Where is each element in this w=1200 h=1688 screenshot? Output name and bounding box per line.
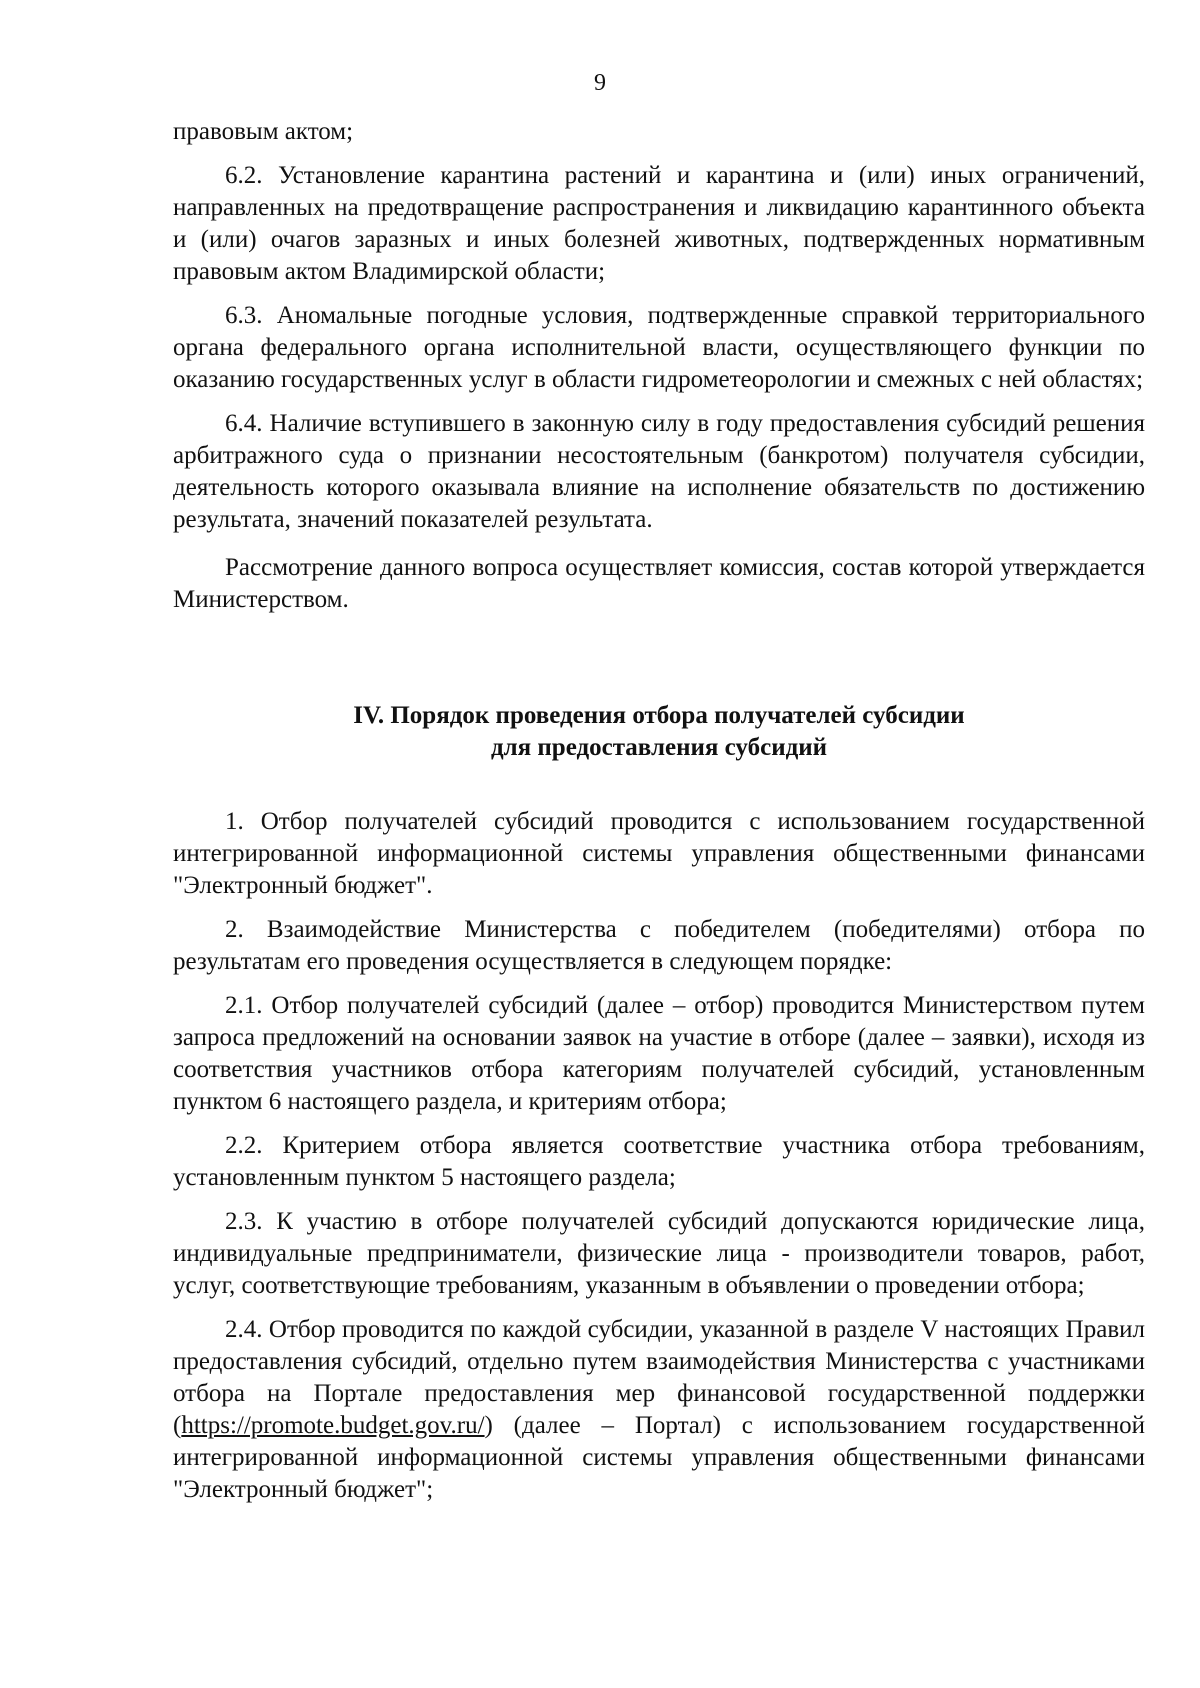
paragraph-commission: Рассмотрение данного вопроса осуществляет комиссия, состав которой утверждается Министерством. <box>173 554 1145 613</box>
paragraph-1: 1. Отбор получателей субсидий проводится с использованием государственной интегрированной информационной системы управления общественными финансами "Электронный бюджет". <box>173 808 1145 899</box>
paragraph-6-4: 6.4. Наличие вступившего в законную силу в году предоставления субсидий решения арбитражного суда о признании несостоятельным (банкротом) получателя субсидии, деятельность которого оказывала влияние на исполнение обязательств по достижению результата, значений показателей результата. <box>173 410 1145 533</box>
portal-link[interactable]: https://promote.budget.gov.ru/ <box>181 1412 485 1439</box>
paragraph-continuation: правовым актом; <box>173 118 354 145</box>
bottom-section <box>173 806 1145 1506</box>
paragraph-2-2: 2.2. Критерием отбора является соответствие участника отбора требованиям, установленным пунктом 5 настоящего раздела; <box>173 1132 1145 1191</box>
paragraph-6-2: 6.2. Установление карантина растений и карантина и (или) иных ограничений, направленных на предотвращение распространения и ликвидацию карантинного объекта и (или) очагов заразных и иных болезней животных, подтвержденных нормативным правовым актом Владимирской области; <box>173 162 1145 285</box>
paragraph-2: 2. Взаимодействие Министерства с победителем (победителями) отбора по результатам его проведения осуществляется в следующем порядке: <box>173 916 1145 975</box>
heading-line-2: для предоставления субсидий <box>490 734 828 761</box>
section-heading <box>173 700 1145 764</box>
paragraph-6-3: 6.3. Аномальные погодные условия, подтвержденные справкой территориального органа федерального органа исполнительной власти, осуществляющего функции по оказанию государственных услуг в области гидрометеорологии и смежных с ней областях; <box>173 302 1145 393</box>
paragraph-2-1: 2.1. Отбор получателей субсидий (далее – отбор) проводится Министерством путем запроса предложений на основании заявок на участие в отборе (далее – заявки), исходя из соответствия участников отбора категориям получателей субсидий, установленным пунктом 6 настоящего раздела, и критериям отбора; <box>173 992 1145 1115</box>
page-number: 9 <box>594 70 606 96</box>
paragraph-2-4 <box>173 1314 1145 1506</box>
heading-line-1: IV. Порядок проведения отбора получателей субсидии <box>353 702 965 729</box>
paragraph-2-3: 2.3. К участию в отборе получателей субсидий допускаются юридические лица, индивидуальные предприниматели, физические лица - производители товаров, работ, услуг, соответствующие требованиям, указанным в объявлении о проведении отбора; <box>173 1208 1145 1299</box>
top-section <box>173 116 1145 616</box>
paragraph-2-4-text-start: 2.4. Отбор проводится по каждой субсидии, указанной в разделе V настоящих Правил предоставления субсидий, отдельно путем взаимодействия Министерства с участниками отбора на Портале предоставления мер финансовой государственной поддержки ( <box>173 1316 1145 1439</box>
paragraph-2-4-text-end: ) (далее – Портал) с использованием государственной интегрированной информационной системы управления общественными финансами "Электронный бюджет"; <box>173 1412 1145 1503</box>
